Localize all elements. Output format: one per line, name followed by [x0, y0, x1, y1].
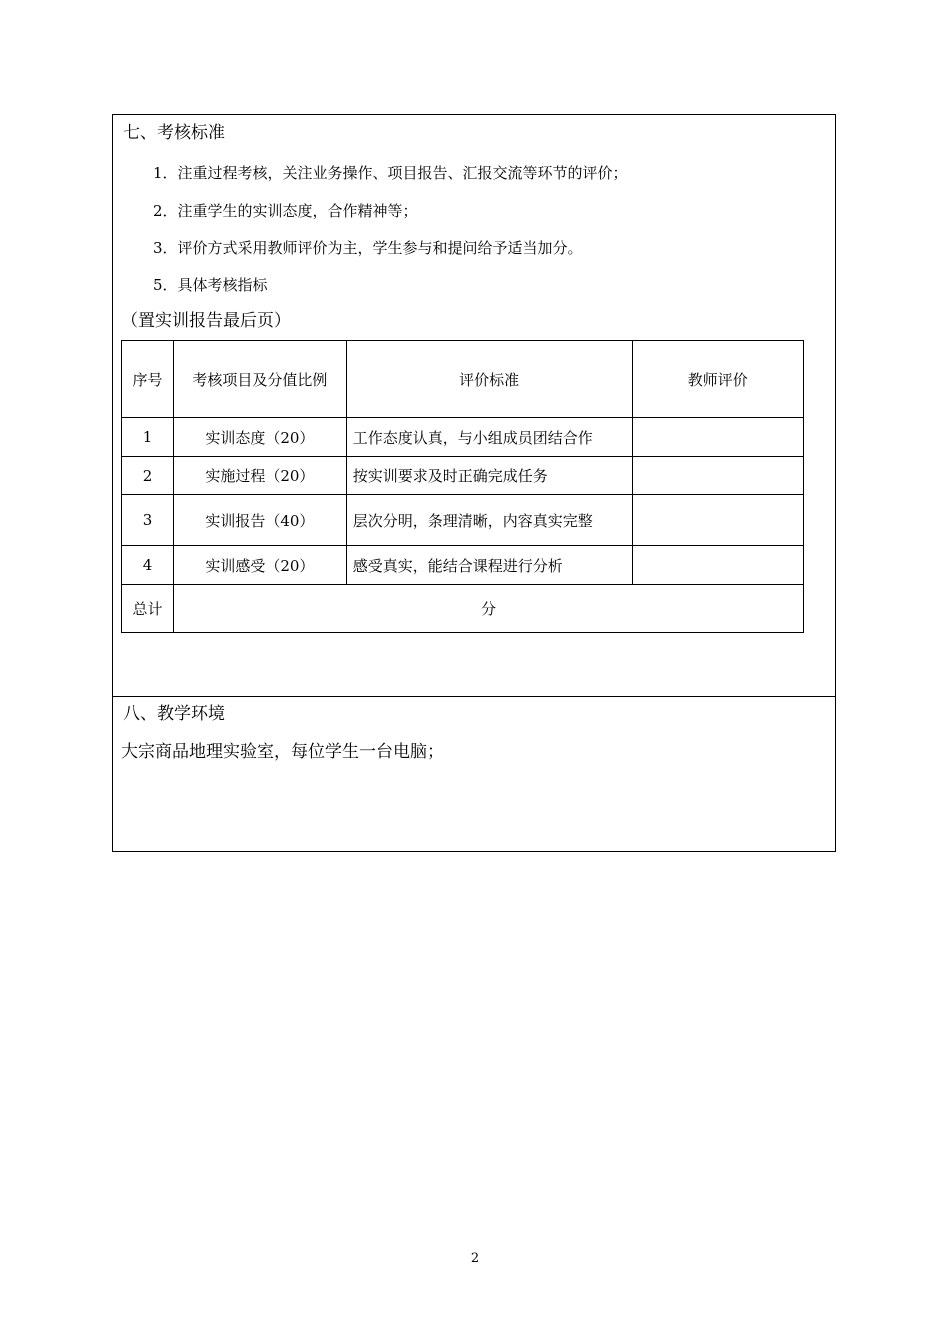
row-teacher-score[interactable]: [632, 457, 803, 495]
row-no: 4: [122, 546, 174, 585]
assessment-note: （置实训报告最后页）: [121, 311, 291, 331]
row-standard: 按实训要求及时正确完成任务: [346, 457, 632, 495]
teaching-environment-section: [113, 697, 835, 851]
row-item: 实训感受（20）: [173, 546, 346, 585]
total-label: 总计: [122, 585, 174, 633]
header-standard: 评价标准: [346, 341, 632, 418]
table-row: [122, 546, 804, 585]
table-row: [122, 457, 804, 495]
row-teacher-score[interactable]: [632, 495, 803, 546]
row-standard: 层次分明，条理清晰，内容真实完整: [346, 495, 632, 546]
assessment-item-2: 2．注重学生的实训态度，合作精神等；: [153, 202, 418, 220]
assessment-item-1: 1．注重过程考核，关注业务操作、项目报告、汇报交流等环节的评价；: [153, 164, 628, 182]
document-frame: [112, 114, 836, 852]
row-standard: 工作态度认真，与小组成员团结合作: [346, 418, 632, 457]
table-header-row: [122, 341, 804, 418]
assessment-heading: 七、考核标准: [123, 123, 225, 143]
row-item: 实施过程（20）: [173, 457, 346, 495]
header-no: 序号: [122, 341, 174, 418]
table-row: [122, 495, 804, 546]
assessment-table: [121, 340, 804, 633]
row-teacher-score[interactable]: [632, 546, 803, 585]
header-item: 考核项目及分值比例: [173, 341, 346, 418]
environment-heading: 八、教学环境: [123, 704, 225, 724]
row-teacher-score[interactable]: [632, 418, 803, 457]
header-teacher-score: 教师评价: [632, 341, 803, 418]
table-row: [122, 418, 804, 457]
row-no: 2: [122, 457, 174, 495]
page-number: 2: [470, 1251, 480, 1266]
total-value[interactable]: 分: [173, 585, 803, 633]
row-no: 3: [122, 495, 174, 546]
assessment-item-5: 5．具体考核指标: [153, 276, 268, 294]
row-no: 1: [122, 418, 174, 457]
row-item: 实训态度（20）: [173, 418, 346, 457]
assessment-item-3: 3．评价方式采用教师评价为主，学生参与和提问给予适当加分。: [153, 239, 583, 257]
table-total-row: [122, 585, 804, 633]
row-standard: 感受真实，能结合课程进行分析: [346, 546, 632, 585]
row-item: 实训报告（40）: [173, 495, 346, 546]
environment-text: 大宗商品地理实验室，每位学生一台电脑；: [121, 742, 444, 762]
assessment-section: [113, 115, 835, 697]
